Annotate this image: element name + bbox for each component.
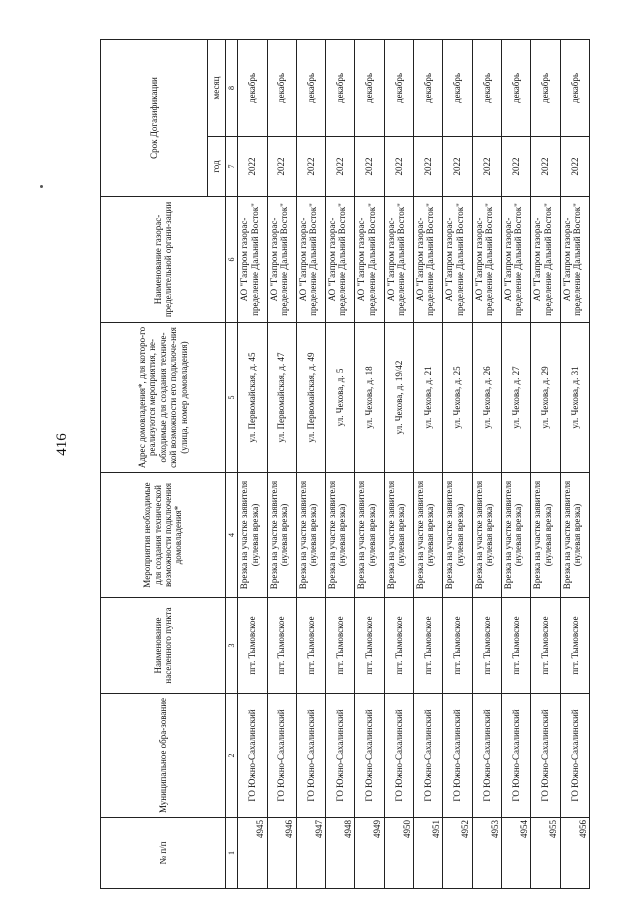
month-cell: декабрь <box>531 40 560 137</box>
year-cell: 2022 <box>267 137 296 197</box>
scan-speck <box>40 185 43 188</box>
event-cell: Врезка на участке заявителя (нулевая врезка) <box>267 473 296 598</box>
locality-cell: пгт. Тымовское <box>414 598 443 694</box>
row-number: 4954 <box>502 818 531 889</box>
locality-cell: пгт. Тымовское <box>355 598 384 694</box>
organization-cell: АО "Газпром газорас-пределение Дальний Восток" <box>502 197 531 323</box>
organization-cell: АО "Газпром газорас-пределение Дальний Восток" <box>414 197 443 323</box>
organization-cell: АО "Газпром газорас-пределение Дальний Восток" <box>238 197 267 323</box>
table-row <box>560 40 589 889</box>
event-cell: Врезка на участке заявителя (нулевая врезка) <box>531 473 560 598</box>
table-row <box>502 40 531 889</box>
month-cell: декабрь <box>296 40 325 137</box>
month-cell: декабрь <box>472 40 501 137</box>
month-cell: декабрь <box>267 40 296 137</box>
row-number: 4948 <box>326 818 355 889</box>
row-number: 4949 <box>355 818 384 889</box>
address-cell: ул. Первомайская, д. 45 <box>238 323 267 473</box>
address-cell: ул. Чехова, д. 26 <box>472 323 501 473</box>
municipality-cell: ГО Южно-Сахалинский <box>355 694 384 818</box>
column-number: 2 <box>226 694 238 818</box>
locality-cell: пгт. Тымовское <box>238 598 267 694</box>
year-cell: 2022 <box>414 137 443 197</box>
year-cell: 2022 <box>531 137 560 197</box>
table-row <box>355 40 384 889</box>
address-cell: ул. Чехова, д. 25 <box>443 323 472 473</box>
table-header <box>101 40 238 889</box>
header-event: Мероприятия необходимые для создания технической возможности подключения домовладения* <box>101 473 226 598</box>
event-cell: Врезка на участке заявителя (нулевая врезка) <box>296 473 325 598</box>
event-cell: Врезка на участке заявителя (нулевая врезка) <box>326 473 355 598</box>
year-cell: 2022 <box>384 137 413 197</box>
month-cell: декабрь <box>443 40 472 137</box>
row-number: 4956 <box>560 818 589 889</box>
header-year: год <box>208 137 226 197</box>
header-locality: Наименование населенного пункта <box>101 598 226 694</box>
table-row <box>472 40 501 889</box>
locality-cell: пгт. Тымовское <box>384 598 413 694</box>
column-number: 4 <box>226 473 238 598</box>
organization-cell: АО "Газпром газорас-пределение Дальний Восток" <box>384 197 413 323</box>
year-cell: 2022 <box>238 137 267 197</box>
municipality-cell: ГО Южно-Сахалинский <box>531 694 560 818</box>
event-cell: Врезка на участке заявителя (нулевая врезка) <box>472 473 501 598</box>
row-number: 4951 <box>414 818 443 889</box>
address-cell: ул. Чехова, д. 5 <box>326 323 355 473</box>
header-month: месяц <box>208 40 226 137</box>
municipality-cell: ГО Южно-Сахалинский <box>502 694 531 818</box>
event-cell: Врезка на участке заявителя (нулевая врезка) <box>355 473 384 598</box>
locality-cell: пгт. Тымовское <box>472 598 501 694</box>
column-number-row <box>226 40 238 889</box>
row-number: 4950 <box>384 818 413 889</box>
address-cell: ул. Чехова, д. 21 <box>414 323 443 473</box>
table-row <box>296 40 325 889</box>
event-cell: Врезка на участке заявителя (нулевая врезка) <box>384 473 413 598</box>
row-number: 4953 <box>472 818 501 889</box>
organization-cell: АО "Газпром газорас-пределение Дальний Восток" <box>267 197 296 323</box>
year-cell: 2022 <box>443 137 472 197</box>
address-cell: ул. Первомайская, д. 49 <box>296 323 325 473</box>
table-row <box>531 40 560 889</box>
locality-cell: пгт. Тымовское <box>267 598 296 694</box>
locality-cell: пгт. Тымовское <box>443 598 472 694</box>
organization-cell: АО "Газпром газорас-пределение Дальний Восток" <box>531 197 560 323</box>
header-municipality: Муниципальное обра-зование <box>101 694 226 818</box>
month-cell: декабрь <box>560 40 589 137</box>
month-cell: декабрь <box>414 40 443 137</box>
municipality-cell: ГО Южно-Сахалинский <box>443 694 472 818</box>
table-row <box>326 40 355 889</box>
table-row <box>267 40 296 889</box>
municipality-cell: ГО Южно-Сахалинский <box>414 694 443 818</box>
row-number: 4952 <box>443 818 472 889</box>
row-number: 4945 <box>238 818 267 889</box>
header-no: № п/п <box>101 818 226 889</box>
organization-cell: АО "Газпром газорас-пределение Дальний Восток" <box>472 197 501 323</box>
month-cell: декабрь <box>238 40 267 137</box>
address-cell: ул. Первомайская, д. 47 <box>267 323 296 473</box>
row-number: 4946 <box>267 818 296 889</box>
year-cell: 2022 <box>296 137 325 197</box>
header-term: Срок Догазификации <box>101 40 208 197</box>
address-cell: ул. Чехова, д. 27 <box>502 323 531 473</box>
header-address: Адрес домовладения*, для которо-го реализуются мероприятия, не-обходимые для создания техниче-ской возможности его подключе-ния (улица, номер домовладения) <box>101 323 226 473</box>
event-cell: Врезка на участке заявителя (нулевая врезка) <box>443 473 472 598</box>
rotated-page-content <box>100 40 590 889</box>
organization-cell: АО "Газпром газорас-пределение Дальний Восток" <box>296 197 325 323</box>
address-cell: ул. Чехова, д. 19/42 <box>384 323 413 473</box>
column-number: 8 <box>226 40 238 137</box>
column-number: 5 <box>226 323 238 473</box>
organization-cell: АО "Газпром газорас-пределение Дальний Восток" <box>560 197 589 323</box>
municipality-cell: ГО Южно-Сахалинский <box>238 694 267 818</box>
municipality-cell: ГО Южно-Сахалинский <box>326 694 355 818</box>
table-row <box>238 40 267 889</box>
event-cell: Врезка на участке заявителя (нулевая врезка) <box>560 473 589 598</box>
address-cell: ул. Чехова, д. 31 <box>560 323 589 473</box>
municipality-cell: ГО Южно-Сахалинский <box>560 694 589 818</box>
column-number: 1 <box>226 818 238 889</box>
month-cell: декабрь <box>326 40 355 137</box>
year-cell: 2022 <box>326 137 355 197</box>
locality-cell: пгт. Тымовское <box>502 598 531 694</box>
municipality-cell: ГО Южно-Сахалинский <box>267 694 296 818</box>
locality-cell: пгт. Тымовское <box>296 598 325 694</box>
table-row <box>443 40 472 889</box>
event-cell: Врезка на участке заявителя (нулевая врезка) <box>414 473 443 598</box>
table-row <box>384 40 413 889</box>
column-number: 6 <box>226 197 238 323</box>
year-cell: 2022 <box>472 137 501 197</box>
table-row <box>414 40 443 889</box>
month-cell: декабрь <box>502 40 531 137</box>
organization-cell: АО "Газпром газорас-пределение Дальний Восток" <box>443 197 472 323</box>
column-number: 3 <box>226 598 238 694</box>
organization-cell: АО "Газпром газорас-пределение Дальний Восток" <box>326 197 355 323</box>
year-cell: 2022 <box>560 137 589 197</box>
locality-cell: пгт. Тымовское <box>326 598 355 694</box>
month-cell: декабрь <box>355 40 384 137</box>
year-cell: 2022 <box>355 137 384 197</box>
municipality-cell: ГО Южно-Сахалинский <box>472 694 501 818</box>
locality-cell: пгт. Тымовское <box>560 598 589 694</box>
year-cell: 2022 <box>502 137 531 197</box>
event-cell: Врезка на участке заявителя (нулевая врезка) <box>238 473 267 598</box>
table-body <box>238 40 590 889</box>
month-cell: декабрь <box>384 40 413 137</box>
organization-cell: АО "Газпром газорас-пределение Дальний Восток" <box>355 197 384 323</box>
header-organization: Наименование газорас-пределительной органи-зации <box>101 197 226 323</box>
municipality-cell: ГО Южно-Сахалинский <box>384 694 413 818</box>
page-number: 416 <box>53 433 70 456</box>
row-number: 4947 <box>296 818 325 889</box>
address-cell: ул. Чехова, д. 29 <box>531 323 560 473</box>
event-cell: Врезка на участке заявителя (нулевая врезка) <box>502 473 531 598</box>
address-cell: ул. Чехова, д. 18 <box>355 323 384 473</box>
locality-cell: пгт. Тымовское <box>531 598 560 694</box>
row-number: 4955 <box>531 818 560 889</box>
gasification-table <box>100 39 590 889</box>
header-row <box>101 40 208 889</box>
column-number: 7 <box>226 137 238 197</box>
municipality-cell: ГО Южно-Сахалинский <box>296 694 325 818</box>
